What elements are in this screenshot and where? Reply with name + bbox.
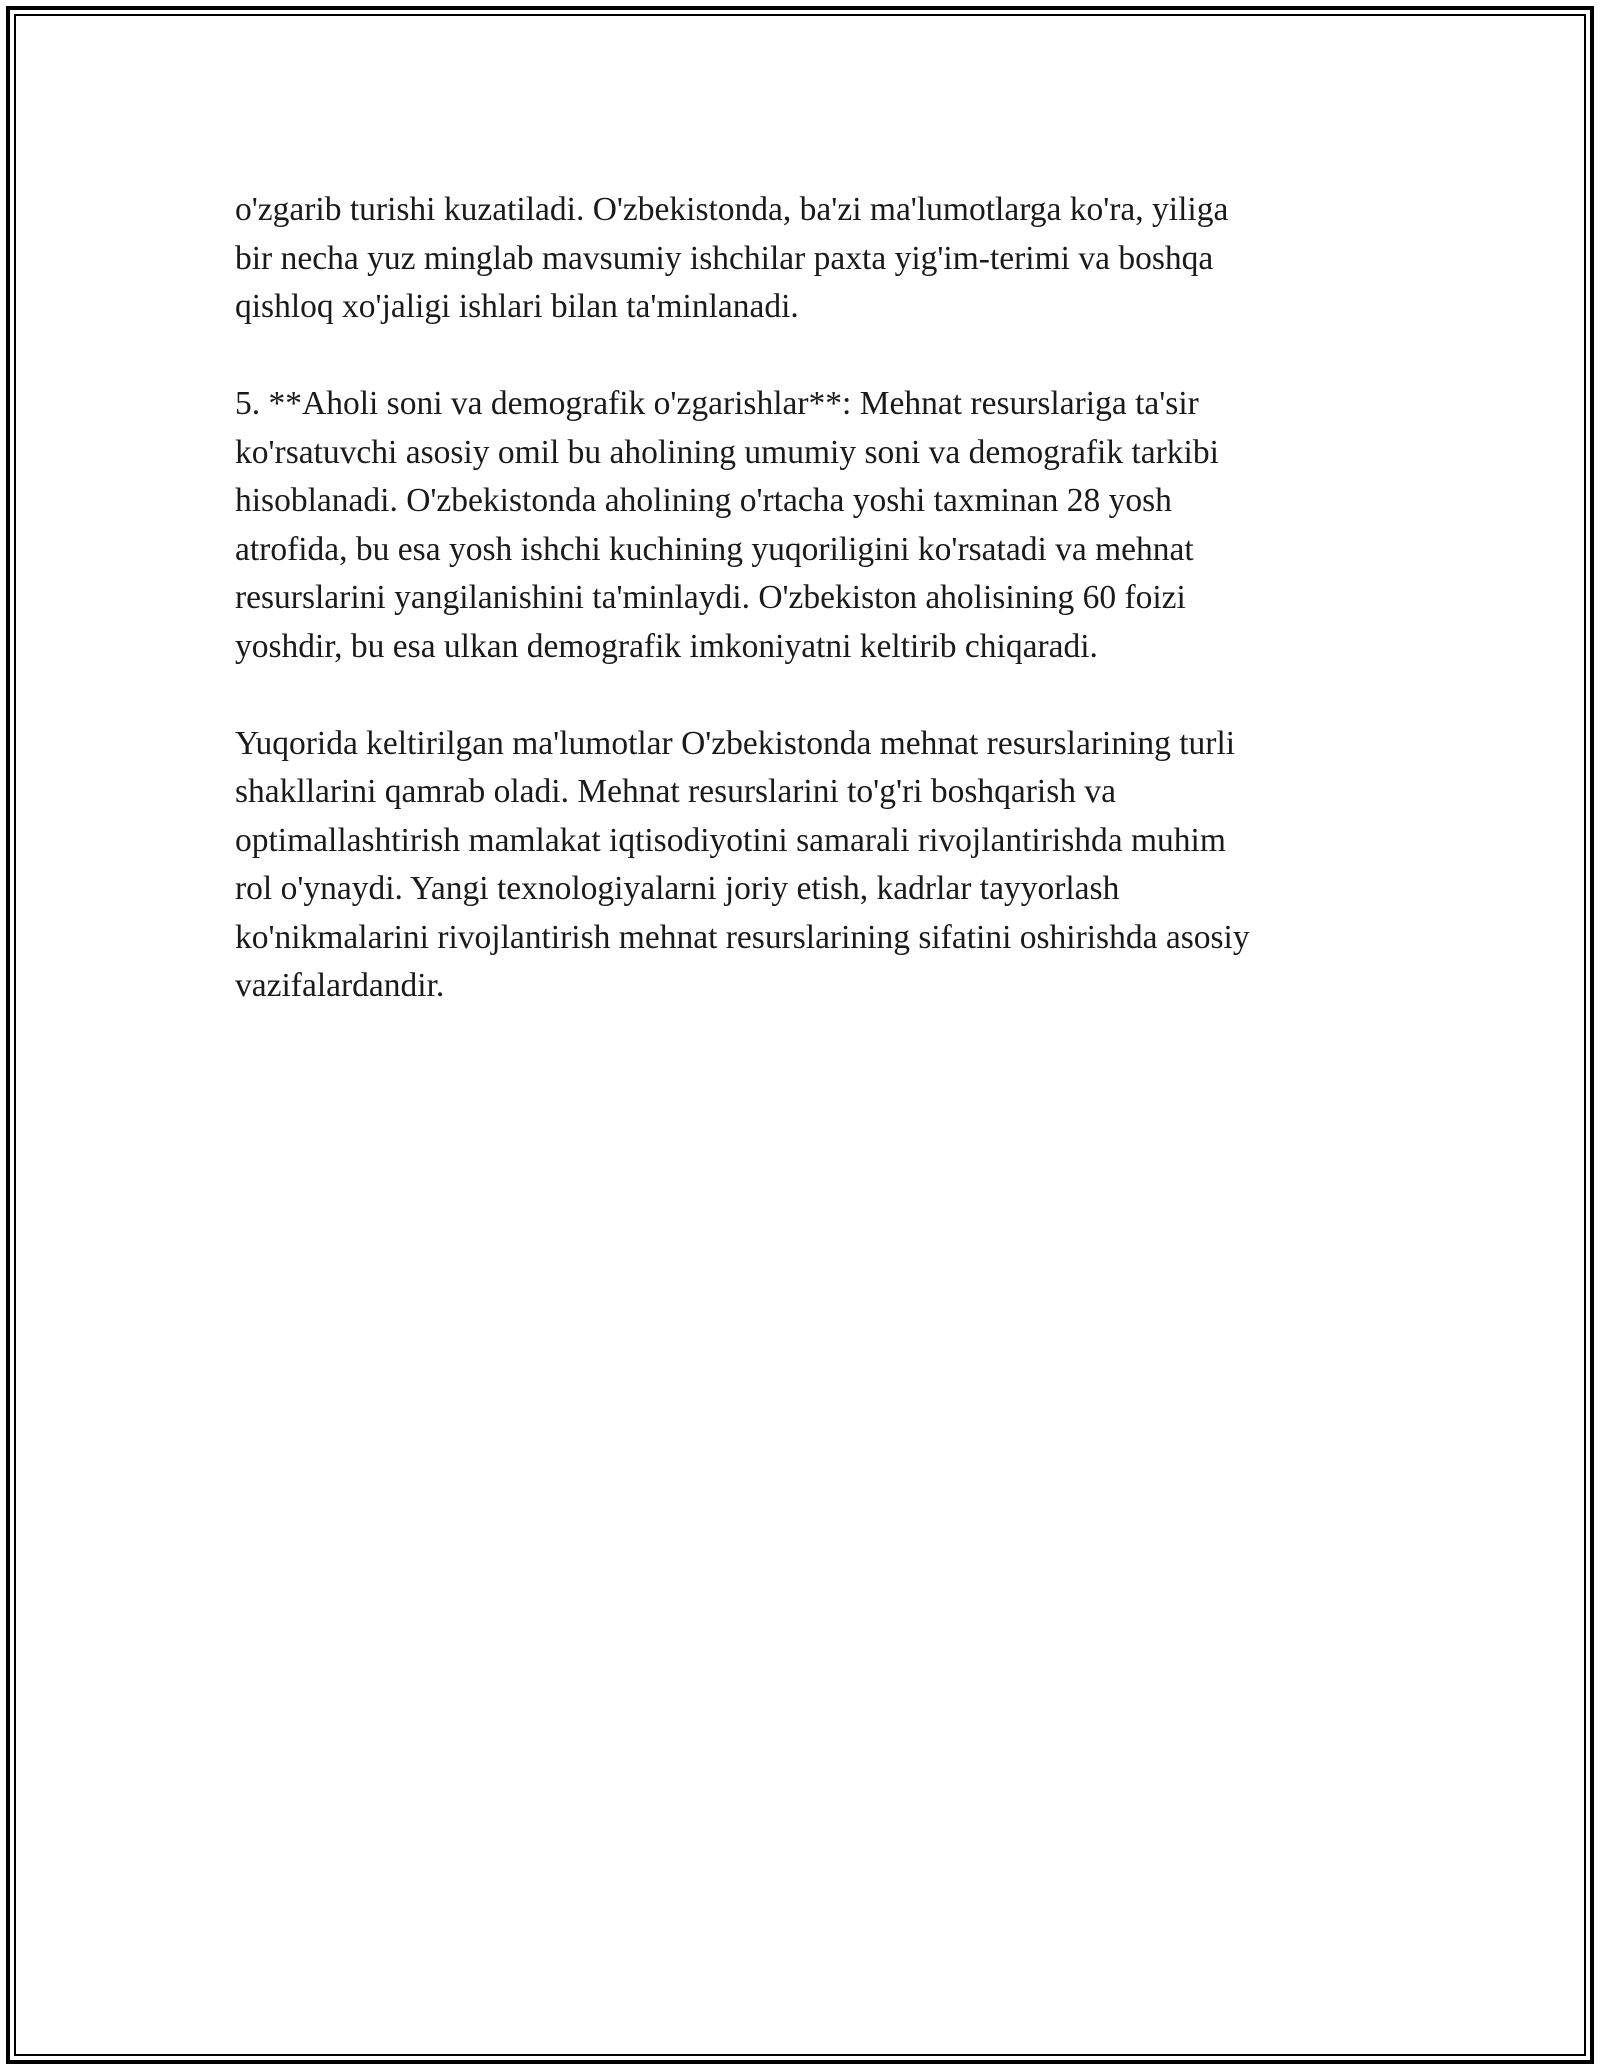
- text-line: bir necha yuz minglab mavsumiy ishchilar paxta yig'im-terimi va boshqa: [235, 239, 1214, 277]
- text-line: rol o'ynaydi. Yangi texnologiyalarni joriy etish, kadrlar tayyorlash: [235, 870, 1120, 907]
- text-line: ko'rsatuvchi asosiy omil bu aholining umumiy soni va demografik tarkibi: [235, 433, 1219, 471]
- text-line: Yuqorida keltirilgan ma'lumotlar O'zbekistonda mehnat resurslarining turli: [235, 724, 1236, 762]
- paragraph-seasonal-workers: [235, 186, 1370, 332]
- text-line: o'zgarib turishi kuzatiladi. O'zbekistonda, ba'zi ma'lumotlarga ko'ra, yiliga: [235, 191, 1229, 228]
- paragraph-conclusion: [235, 720, 1370, 1011]
- text-line: ko'nikmalarini rivojlantirish mehnat resurslarining sifatini oshirishda asosiy: [235, 918, 1250, 956]
- text-line: qishloq xo'jaligi ishlari bilan ta'minlanadi.: [235, 288, 799, 325]
- text-line: 5. **Aholi soni va demografik o'zgarishlar**: Mehnat resurslariga ta'sir: [235, 385, 1199, 422]
- document-body: [235, 186, 1370, 1011]
- text-line: shakllarini qamrab oladi. Mehnat resurslarini to'g'ri boshqarish va: [235, 773, 1116, 810]
- text-line: resurslarini yangilanishini ta'minlaydi. O'zbekiston aholisining 60 foizi: [235, 579, 1186, 616]
- text-line: yoshdir, bu esa ulkan demografik imkoniyatni keltirib chiqaradi.: [235, 627, 1098, 665]
- text-line: atrofida, bu esa yosh ishchi kuchining yuqoriligini ko'rsatadi va mehnat: [235, 530, 1194, 568]
- text-line: hisoblanadi. O'zbekistonda aholining o'rtacha yoshi taxminan 28 yosh: [235, 482, 1172, 519]
- paragraph-population-demographics: [235, 380, 1370, 671]
- text-line: vazifalardandir.: [235, 967, 445, 1004]
- text-line: optimallashtirish mamlakat iqtisodiyotini samarali rivojlantirishda muhim: [235, 821, 1226, 859]
